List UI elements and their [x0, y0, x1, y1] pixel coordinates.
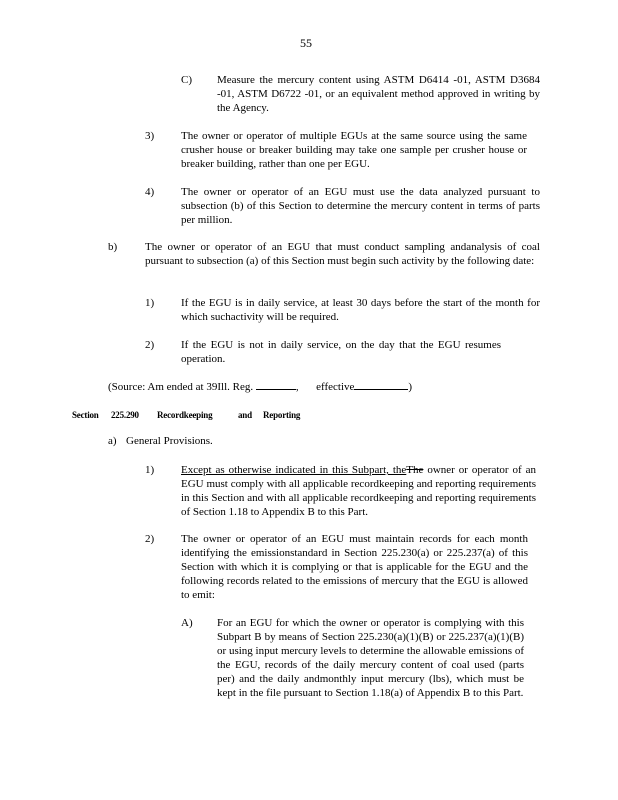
- item-3-label: 3): [145, 130, 155, 142]
- item-b2-text: If the EGU is not in daily service, on the day that the EGU resumes operation.: [181, 339, 501, 365]
- item2-2-text: The owner or operator of an EGU must maintain records for each month identifying the emissionstandard in Section 225.230(a) or 225.237(a) of this Section with which it is complying or that is applicable for the EGU and the following records related to the emissions of mercury that the EGU is allowed to emit:: [181, 533, 528, 601]
- source-close: ): [408, 381, 413, 393]
- item-b-label: b): [108, 241, 118, 253]
- item-b2-label: 2): [145, 339, 155, 351]
- effective-blank: [354, 379, 408, 390]
- item2-1-text: [181, 463, 536, 519]
- item-3-text: The owner or operator of multiple EGUs at the same source using the same crusher house or breaker building may take one sample per crusher house or breaker building, rather than one per EGU.: [181, 130, 527, 170]
- item-c-label: C): [181, 74, 192, 86]
- item-4-text: The owner or operator of an EGU must use the data analyzed pursuant to subsection (b) of this Section to determine the mercury content in terms of parts per million.: [181, 186, 540, 226]
- source-effective: effective: [316, 381, 355, 393]
- item-b1-text: If the EGU is in daily service, at least 30 days before the start of the month for which suchactivity will be required.: [181, 297, 540, 323]
- general-provisions: [108, 434, 213, 448]
- source-prefix: (Source: Am ended at 39Ill. Reg.: [108, 381, 254, 393]
- item-c-text: Measure the mercury content using ASTM D6414 -01, ASTM D3684 -01, ASTM D6722 -01, or an equivalent method approved in writing by the Agency.: [217, 74, 540, 114]
- item-b-text: The owner or operator of an EGU that must conduct sampling andanalysis of coal pursuant to subsection (a) of this Section must begin such activity by the following date:: [145, 241, 540, 267]
- item2-1-label: 1): [145, 464, 155, 476]
- item2-1-rest: owner or operator of an EGU must comply with all applicable recordkeeping and reporting requirements in this Section and with all applicable recordkeeping and reporting requirements of Section 1.18 to Appendix B to this Part.: [181, 464, 536, 518]
- section-title-word1: Recordkeeping: [157, 410, 213, 420]
- general-label: a): [108, 435, 117, 447]
- source-comma: ,: [295, 381, 299, 393]
- item2-a-label: A): [181, 617, 193, 629]
- section-label: Section: [72, 410, 99, 420]
- section-title-word2: Reporting: [263, 410, 301, 420]
- source-note: [108, 379, 412, 394]
- item2-2-label: 2): [145, 533, 155, 545]
- section-title-and: and: [238, 410, 252, 420]
- page-number: 55: [300, 36, 312, 50]
- register-blank: [256, 379, 296, 390]
- item2-a-text: For an EGU for which the owner or operator is complying with this Subpart B by means of Section 225.230(a)(1)(B) or 225.237(a)(1)(B) or using input mercury levels to determine the allowable emissions of the EGU, records of the daily mercury content of coal used (parts per) and the daily andmonthly input mercury (lbs), which must be kept in the file pursuant to Section 1.18(a) of Appendix B to this Part.: [217, 617, 524, 699]
- section-number: 225.290: [111, 410, 139, 420]
- inserted-text: Except as otherwise indicated in this Subpart, the: [181, 464, 407, 476]
- general-title: General Provisions.: [126, 435, 213, 447]
- item-4-label: 4): [145, 186, 155, 198]
- item-b1-label: 1): [145, 297, 155, 309]
- struck-text: The: [406, 464, 424, 476]
